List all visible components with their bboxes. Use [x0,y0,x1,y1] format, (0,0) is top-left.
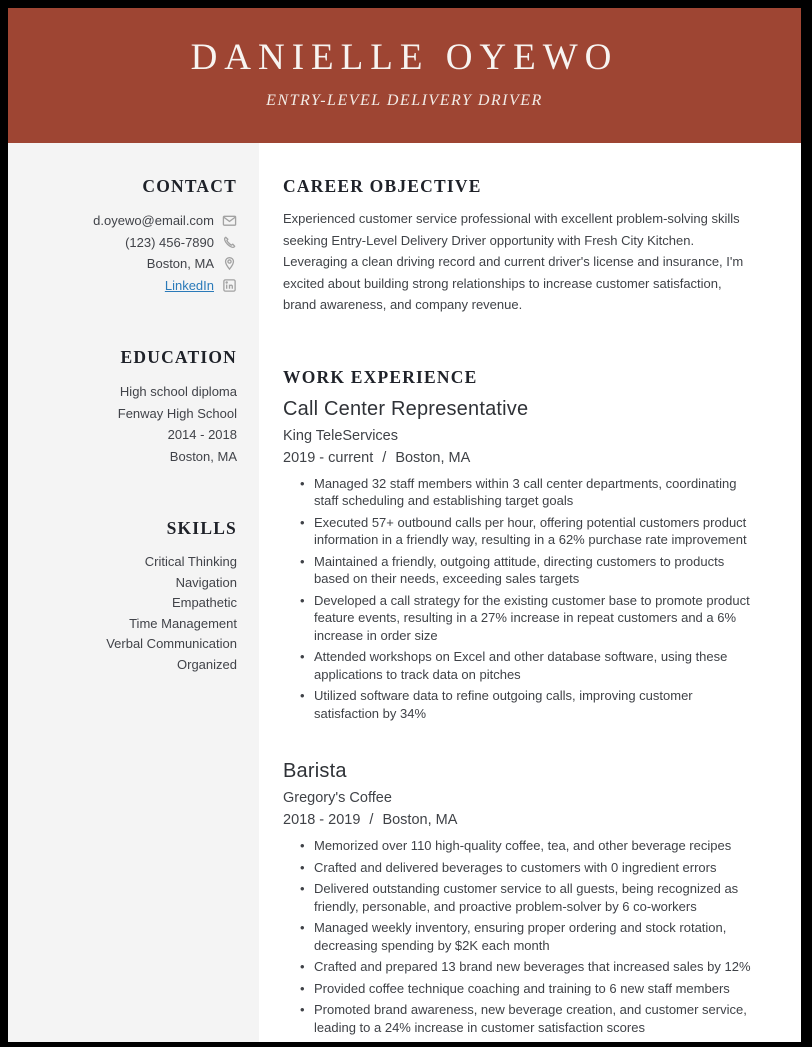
sidebar [8,143,259,1042]
education-location: Boston, MA [169,448,237,464]
resume-header [8,8,801,143]
job-meta-separator: / [369,812,374,828]
skill-item: Time Management [129,615,237,631]
job-bullet: • Crafted and delivered beverages to customers with 0 ingredient errors [283,859,755,877]
job-company: Gregory's Coffee [283,790,392,806]
resume-body [8,143,801,1042]
career-objective-heading: CAREER OBJECTIVE [283,176,482,196]
skill-item: Empathetic [171,595,237,610]
job-bullet: • Executed 57+ outbound calls per hour, offering potential customers product information in a friendly way, resulting in a 62% purchase rate improvement [283,514,755,549]
contact-section [18,176,237,296]
job-title: Call Center Representative [283,397,529,420]
skills-heading: SKILLS [166,518,237,538]
job-title: Barista [283,760,347,782]
skill-item: Navigation [175,574,237,590]
job-location: Boston, MA [382,812,458,828]
education-list [18,381,237,467]
linkedin-link[interactable]: LinkedIn [164,277,214,293]
job-meta [283,812,755,828]
career-objective-text: Experienced customer service professional with excellent problem-solving skills seeking Entry-Level Delivery Driver opportunity with Fresh City Kitchen. Leveraging a clean driving record and current driver's license and insurance, I'm excited about building strong relationships to increase customer satisfaction, brand awareness, and company revenue. [283,211,744,312]
job-bullet: • Crafted and prepared 13 brand new beverages that increased sales by 12% [283,958,755,976]
work-experience-section [283,367,755,1037]
work-experience-heading: WORK EXPERIENCE [283,366,478,387]
skill-item: Critical Thinking [144,554,237,569]
candidate-name: DANIELLE OYEWO [190,37,619,78]
contact-phone-value: (123) 456-7890 [125,234,214,250]
job-bullet: • Attended workshops on Excel and other database software, using these applications to track data on pitches [283,648,755,683]
job-entry [283,760,755,1036]
contact-list [18,210,237,296]
job-dates: 2019 - current [283,449,374,466]
contact-location-value: Boston, MA [146,256,214,272]
job-bullet: • Provided coffee technique coaching and training to 6 new staff members [283,980,755,998]
job-company: King TeleServices [283,427,398,444]
education-dates: 2014 - 2018 [167,427,237,442]
skills-section [18,518,237,675]
skills-list [18,552,237,675]
career-objective-section [283,176,755,316]
contact-email-value: d.oyewo@email.com [93,213,214,229]
job-dates: 2018 - 2019 [283,812,361,828]
job-location: Boston, MA [395,449,471,466]
job-bullet: • Managed weekly inventory, ensuring proper ordering and stock rotation, decreasing spending by $2K each month [283,919,755,954]
job-bullet: • Developed a call strategy for the existing customer base to promote product feature events, resulting in a 27% increase in repeat customers and a 6% increase in order size [283,592,755,645]
candidate-job-title: ENTRY-LEVEL DELIVERY DRIVER [266,91,543,109]
job-bullet: • Maintained a friendly, outgoing attitude, directing customers to products based on their needs, exceeding sales targets [283,553,755,588]
job-entry [283,398,755,723]
skill-item: Organized [177,656,237,672]
job-bullet: • Utilized software data to refine outgoing calls, improving customer satisfaction by 34% [283,687,755,722]
job-bullet: • Promoted brand awareness, new beverage creation, and customer service, leading to a 24% increase in customer satisfaction scores [283,1001,755,1036]
email-icon [222,213,237,228]
location-icon [222,256,237,271]
contact-email-row [18,210,237,232]
phone-icon [222,235,237,250]
job-bullet: • Memorized over 110 high-quality coffee, tea, and other beverage recipes [283,837,755,855]
main-column [259,143,801,1042]
resume-page [8,8,801,1042]
job-bullet-list [283,475,755,723]
skill-item: Verbal Communication [106,636,237,651]
job-bullet: • Delivered outstanding customer service to all guests, being recognized as friendly, personable, and proactive problem-solver by 6 co-workers [283,880,755,915]
education-school: Fenway High School [117,405,237,421]
job-meta [283,450,755,466]
education-heading: EDUCATION [120,347,237,367]
contact-heading: CONTACT [142,176,237,196]
linkedin-icon [222,278,237,293]
job-bullet: • Managed 32 staff members within 3 call center departments, coordinating staff scheduling and establishing target goals [283,475,755,510]
education-degree: High school diploma [119,384,237,399]
contact-phone-row [18,232,237,254]
job-bullet-list [283,837,755,1036]
education-section [18,347,237,467]
contact-linkedin-row [18,275,237,297]
contact-location-row [18,253,237,275]
job-meta-separator: / [382,449,387,466]
